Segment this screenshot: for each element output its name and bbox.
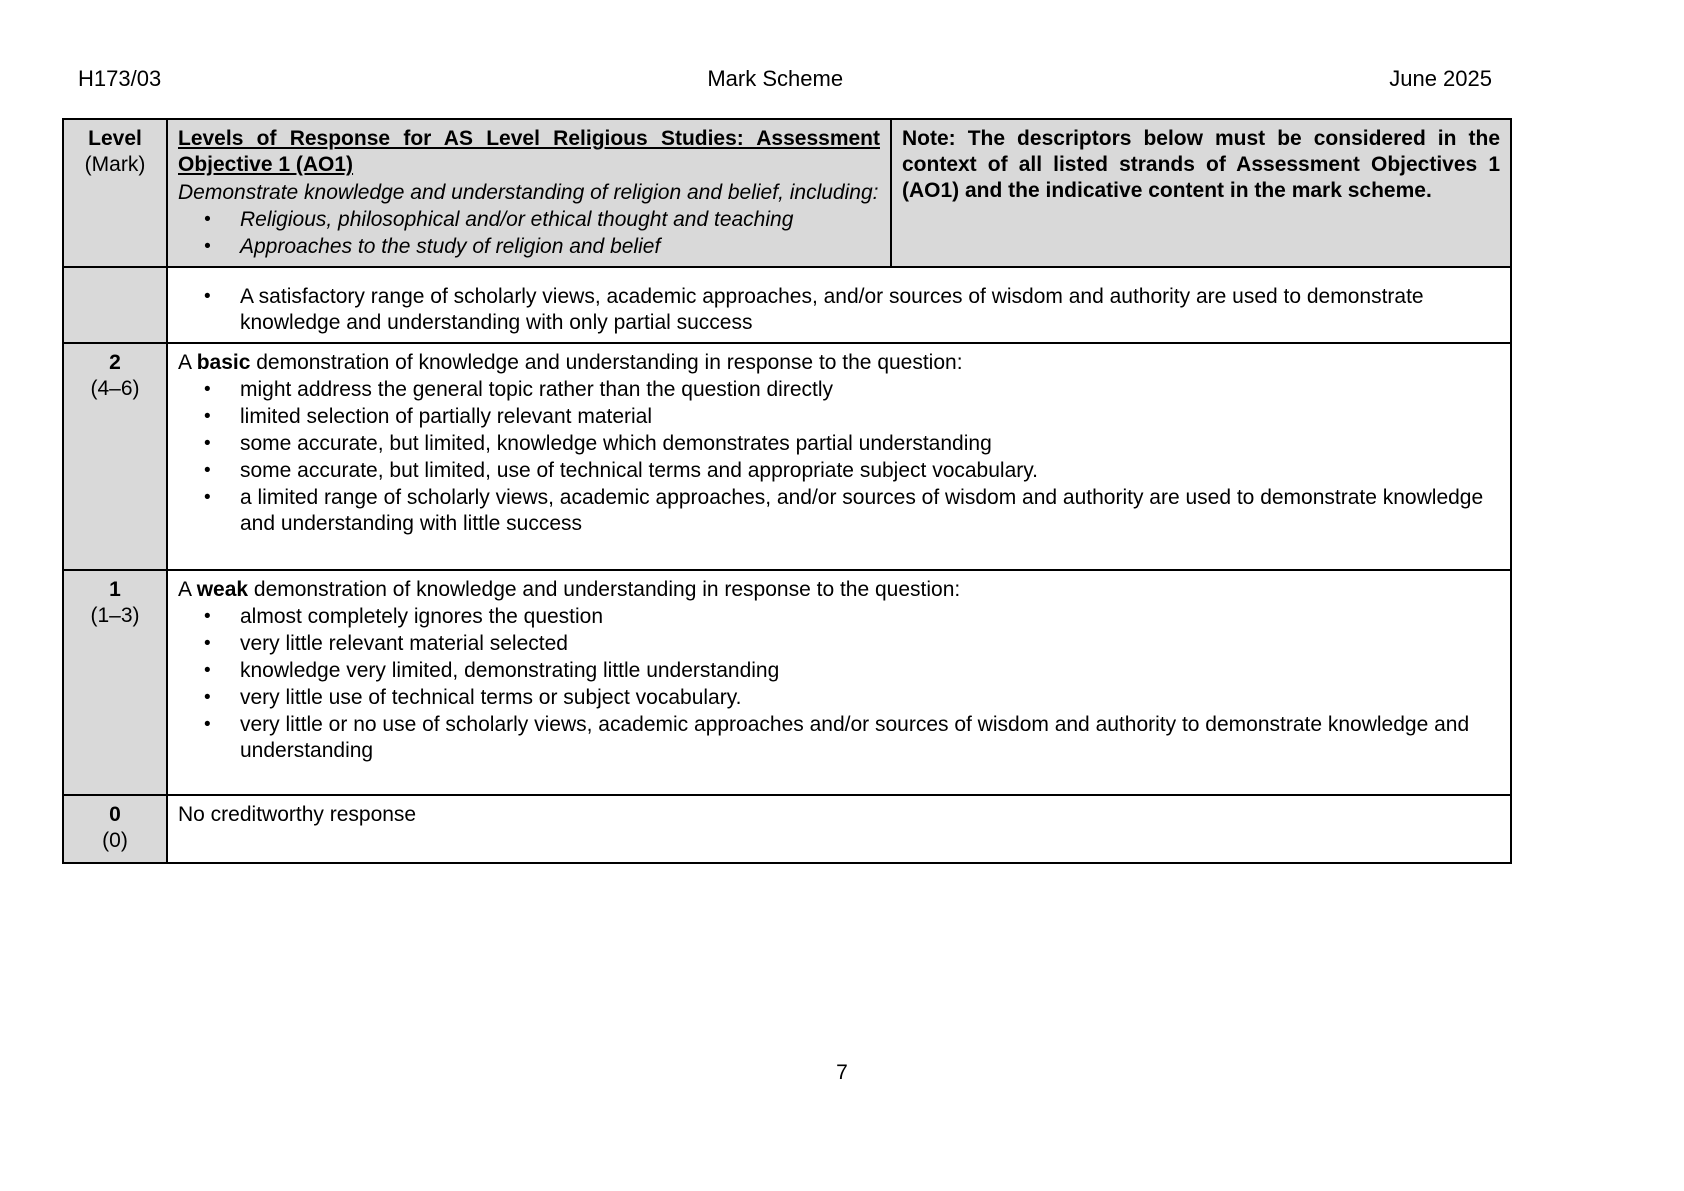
level-cell [63, 267, 167, 343]
table-row [63, 570, 1511, 795]
descriptor-item: • very little relevant material selected [204, 632, 568, 655]
descriptor-text: No creditworthy response [178, 803, 417, 826]
table-row [63, 267, 1511, 343]
bullet-icon: • [204, 606, 211, 627]
ao1-subtitle: Demonstrate knowledge and understanding of religion and belief, including: [178, 181, 879, 204]
descriptor-item: • A satisfactory range of scholarly views, academic approaches, and/or sources of wisdom and authority are used to demonstrate knowledge and understanding with only partial success [204, 285, 1424, 334]
descriptor-cell [167, 267, 1511, 343]
page-number: 7 [836, 1061, 848, 1084]
doc-title: Mark Scheme [707, 66, 844, 91]
descriptor-item: • very little use of technical terms or subject vocabulary. [204, 686, 742, 709]
note-cell: Note: The descriptors below must be considered in the context of all listed strands of Assessment Objectives 1 (AO1) and the indicative content in the mark scheme. [891, 119, 1511, 267]
descriptor-cell [167, 795, 1511, 863]
level-cell: 2 (4–6) [63, 343, 167, 570]
descriptor-item: • limited selection of partially relevant material [204, 405, 653, 428]
descriptor-item: • very little or no use of scholarly views, academic approaches and/or sources of wisdom and authority to demonstrate knowledge and understanding [204, 713, 1470, 762]
level-header-label: Level [88, 127, 142, 150]
table-row [63, 343, 1511, 570]
descriptor-intro: A basic demonstration of knowledge and understanding in response to the question: [178, 351, 963, 374]
descriptor-cell [167, 570, 1511, 795]
descriptor-item: • some accurate, but limited, use of technical terms and appropriate subject vocabulary. [204, 459, 1039, 482]
bullet-icon: • [204, 633, 211, 654]
bullet-icon: • [204, 379, 211, 400]
descriptor-item: • a limited range of scholarly views, academic approaches, and/or sources of wisdom and authority are used to demonstrate knowledge and understanding with little success [204, 486, 1484, 535]
level-cell: 1 (1–3) [63, 570, 167, 795]
table-header-row [63, 119, 1511, 267]
levels-of-response-table [62, 118, 1512, 864]
descriptor-item: • might address the general topic rather than the question directly [204, 378, 834, 401]
page-header [62, 66, 1510, 92]
descriptor-item: • knowledge very limited, demonstrating little understanding [204, 659, 780, 682]
descriptor-item: • some accurate, but limited, knowledge which demonstrates partial understanding [204, 432, 992, 455]
ao1-strand-item: • Religious, philosophical and/or ethical thought and teaching [204, 208, 794, 231]
bullet-icon: • [204, 406, 211, 427]
bullet-icon: • [204, 286, 211, 307]
doc-code: H173/03 [78, 66, 162, 91]
ao1-strand-item: • Approaches to the study of religion and belief [204, 235, 661, 258]
level-header-cell [63, 119, 167, 267]
descriptor-item: • almost completely ignores the question [204, 605, 604, 628]
table-row [63, 795, 1511, 863]
descriptor-intro: A weak demonstration of knowledge and understanding in response to the question: [178, 578, 961, 601]
level-header-sub: (Mark) [84, 153, 146, 176]
bullet-icon: • [204, 660, 211, 681]
bullet-icon: • [204, 714, 211, 735]
ao1-title: Levels of Response for AS Level Religious Studies: Assessment Objective 1 (AO1) [178, 127, 880, 176]
descriptor-cell [167, 343, 1511, 570]
bullet-icon: • [204, 460, 211, 481]
bullet-icon: • [204, 687, 211, 708]
bullet-icon: • [204, 236, 211, 257]
bullet-icon: • [204, 487, 211, 508]
doc-date: June 2025 [1389, 66, 1492, 91]
ao1-header-cell [167, 119, 891, 267]
level-cell: 0 (0) [63, 795, 167, 863]
bullet-icon: • [204, 433, 211, 454]
bullet-icon: • [204, 209, 211, 230]
